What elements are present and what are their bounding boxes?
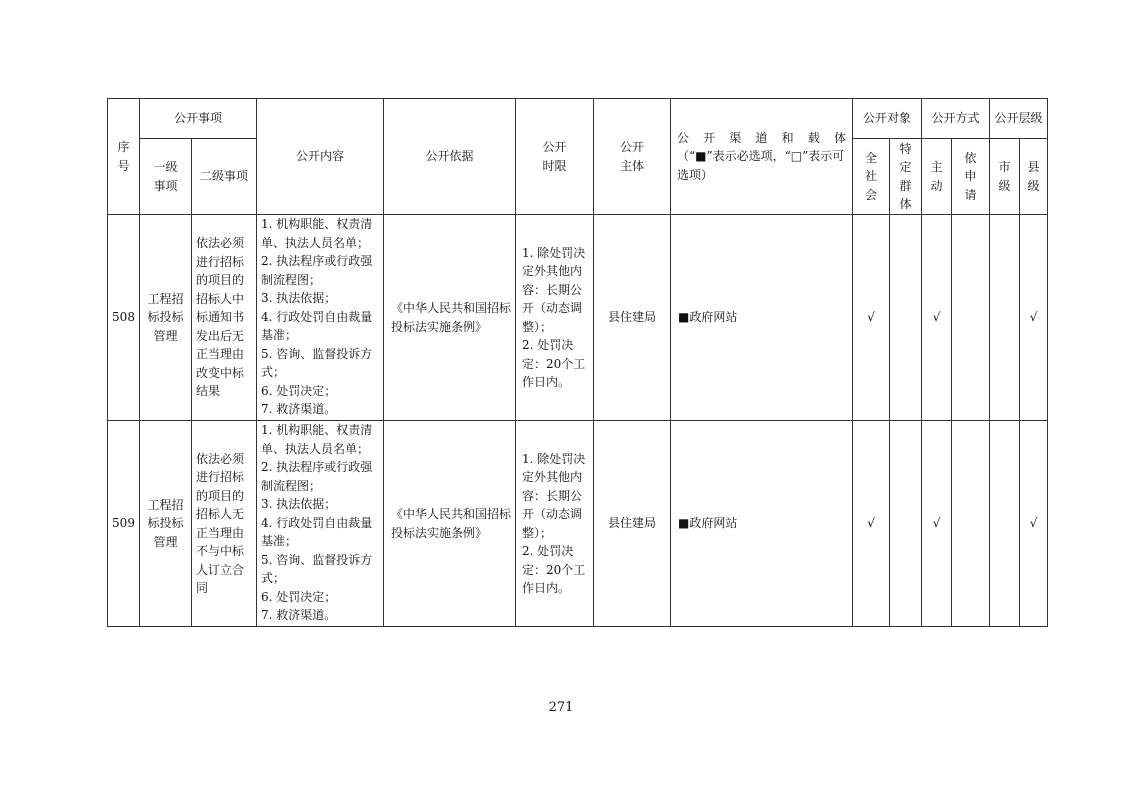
row-channel: ■政府网站 (671, 421, 853, 627)
header-layer: 公开层级 (990, 99, 1048, 139)
row-target-specific (890, 215, 922, 421)
header-channel-note: （“■”表示必选项，“□”表示可选项） (677, 149, 845, 182)
row-mode-active: √ (922, 421, 952, 627)
row-content: 1. 机构职能、权责清单、执法人员名单； 2. 执法程序或行政强制流程图； 3. 执法依据； 4. 行政处罚自由裁量基准； 5. 咨询、监督投诉方式； 6. 处罚决定； 7. 救济渠道。 (257, 215, 384, 421)
row-layer-city (990, 421, 1020, 627)
row-level2: 依法必须进行招标的项目的招标人无正当理由不与中标人订立合同 (192, 421, 257, 627)
header-time-limit: 公开时限 (516, 99, 594, 215)
header-content: 公开内容 (257, 99, 384, 215)
header-seq: 序号 (108, 99, 140, 215)
row-target-all: √ (853, 421, 890, 627)
header-mode-apply: 依申请 (952, 139, 990, 215)
header-mode-active: 主动 (922, 139, 952, 215)
row-time-limit: 1. 除处罚决定外其他内容：长期公开（动态调整）； 2. 处罚决定：20个工作日内。 (516, 215, 594, 421)
page-number: 271 (548, 700, 574, 715)
row-seq: 509 (108, 421, 140, 627)
row-channel: ■政府网站 (671, 215, 853, 421)
header-layer-county: 县级 (1020, 139, 1048, 215)
row-content: 1. 机构职能、权责清单、执法人员名单； 2. 执法程序或行政强制流程图； 3. 执法依据； 4. 行政处罚自由裁量基准； 5. 咨询、监督投诉方式； 6. 处罚决定； 7. 救济渠道。 (257, 421, 384, 627)
header-layer-city: 市级 (990, 139, 1020, 215)
header-target-all: 全社会 (853, 139, 890, 215)
header-row-1 (108, 99, 1048, 139)
disclosure-table (107, 98, 1048, 627)
row-mode-active: √ (922, 215, 952, 421)
table-row (108, 215, 1048, 421)
row-basis: 《中华人民共和国招标投标法实施条例》 (384, 215, 516, 421)
row-level2: 依法必须进行招标的项目的招标人中标通知书发出后无正当理由改变中标结果 (192, 215, 257, 421)
row-mode-apply (952, 215, 990, 421)
row-time-limit: 1. 除处罚决定外其他内容：长期公开（动态调整）； 2. 处罚决定：20个工作日内。 (516, 421, 594, 627)
header-level2: 二级事项 (192, 139, 257, 215)
row-subject: 县住建局 (594, 215, 671, 421)
row-layer-city (990, 215, 1020, 421)
row-level1: 工程招标投标管理 (140, 421, 192, 627)
header-mode: 公开方式 (922, 99, 990, 139)
table-row (108, 421, 1048, 627)
header-matter: 公开事项 (140, 99, 257, 139)
row-mode-apply (952, 421, 990, 627)
row-level1: 工程招标投标管理 (140, 215, 192, 421)
row-target-all: √ (853, 215, 890, 421)
row-layer-county: √ (1020, 421, 1048, 627)
row-target-specific (890, 421, 922, 627)
row-basis: 《中华人民共和国招标投标法实施条例》 (384, 421, 516, 627)
header-target: 公开对象 (853, 99, 922, 139)
header-basis: 公开依据 (384, 99, 516, 215)
header-level1: 一级事项 (140, 139, 192, 215)
header-channel-title: 公开渠道和载体 (677, 130, 847, 145)
header-subject: 公开主体 (594, 99, 671, 215)
row-subject: 县住建局 (594, 421, 671, 627)
row-layer-county: √ (1020, 215, 1048, 421)
row-seq: 508 (108, 215, 140, 421)
header-channel (671, 99, 853, 215)
header-target-specific: 特定群体 (890, 139, 922, 215)
